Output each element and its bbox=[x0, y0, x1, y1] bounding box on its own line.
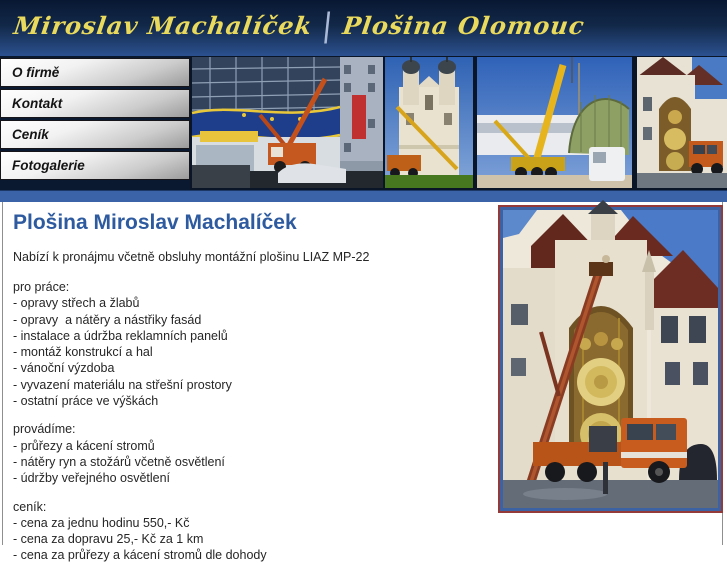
yellow-cranes-construction-photo bbox=[477, 57, 632, 188]
list-item: - ostatní práce ve výškách bbox=[13, 394, 159, 409]
section-provadime bbox=[13, 421, 483, 486]
section-title: ceník: bbox=[13, 499, 47, 514]
brand-tagline: Plošina Olomouc bbox=[341, 10, 587, 40]
list-item: - cena za dopravu 25,- Kč za 1 km bbox=[13, 532, 204, 547]
list-item: - montáž konstrukcí a hal bbox=[13, 345, 153, 360]
masthead bbox=[0, 0, 727, 56]
list-item: - cena za jednu hodinu 550,- Kč bbox=[13, 515, 190, 530]
list-item: - opravy střech a žlabů bbox=[13, 296, 140, 311]
text-column bbox=[13, 202, 483, 564]
section-pro-prace bbox=[13, 279, 483, 409]
section-title: provádíme: bbox=[13, 422, 76, 437]
list-item: - údržby veřejného osvětlení bbox=[13, 471, 171, 486]
list-item: - cena za průřezy a kácení stromů dle dohody bbox=[13, 548, 267, 563]
section-cenik bbox=[13, 499, 483, 564]
list-item: - opravy a nátěry a nástřiky fasád bbox=[13, 312, 202, 327]
main-content bbox=[2, 202, 723, 563]
photo-strip bbox=[190, 56, 727, 190]
sidebar-nav bbox=[0, 56, 190, 190]
sidebar-item-label: Kontakt bbox=[12, 96, 63, 111]
list-item: - nátěry ryn a stožárů včetně osvětlení bbox=[13, 454, 225, 469]
church-towers-crane-photo bbox=[385, 57, 473, 188]
astronomical-clock-photo-frame bbox=[498, 205, 723, 513]
astronomical-clock-photo bbox=[500, 207, 721, 511]
intro-text: Nabízí k pronájmu včetně obsluhy montážní plošinu LIAZ MP-22 bbox=[13, 250, 370, 264]
brand-separator: | bbox=[320, 6, 336, 44]
sidebar-item-kontakt[interactable] bbox=[0, 89, 190, 118]
sidebar-item-label: O firmě bbox=[12, 65, 60, 80]
list-item: - instalace a údržba reklamních panelů bbox=[13, 328, 228, 343]
list-item: - vyvazení materiálu na střešní prostory bbox=[13, 377, 232, 392]
section-title: pro práce: bbox=[13, 280, 70, 294]
platform-truck-storefront-photo bbox=[192, 57, 383, 188]
sidebar-item-label: Fotogalerie bbox=[12, 158, 85, 173]
town-hall-clock-truck-photo bbox=[637, 57, 727, 188]
brand bbox=[11, 6, 587, 44]
list-item: - vánoční výzdoba bbox=[13, 361, 115, 376]
sidebar-item-fotogalerie[interactable] bbox=[0, 151, 190, 180]
sidebar-item-o-firme[interactable] bbox=[0, 58, 190, 87]
sidebar-item-cenik[interactable] bbox=[0, 120, 190, 149]
sidebar-item-label: Ceník bbox=[12, 127, 49, 142]
brand-name: Miroslav Machalíček bbox=[11, 10, 315, 40]
page-title: Plošina Miroslav Machalíček bbox=[13, 211, 297, 234]
list-item: - průřezy a kácení stromů bbox=[13, 438, 155, 453]
accent-divider bbox=[0, 190, 727, 202]
